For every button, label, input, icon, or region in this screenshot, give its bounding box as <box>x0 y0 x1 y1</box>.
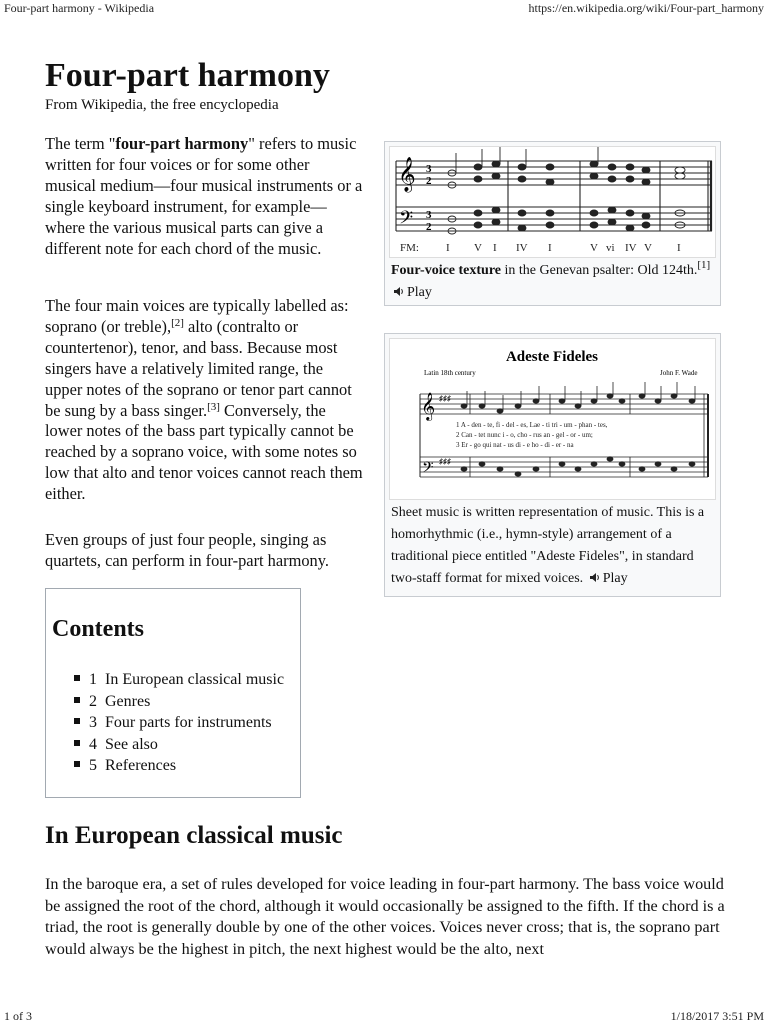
chord-label: V <box>644 242 652 254</box>
chord-label: IV <box>625 242 637 254</box>
p2-part-b: alto (contralto or countertenor), tenor, and bass. Because most singers have a relatively limited range, the upper notes of the soprano or tenor part cannot be sung by a bass singer. <box>45 316 352 420</box>
square-bullet-icon <box>74 740 80 746</box>
toc-item[interactable] <box>74 755 284 777</box>
toc-item-number: 1 <box>89 671 97 688</box>
figure2-caption <box>391 502 716 590</box>
treble-time-signature-icon: 3 <box>426 163 432 175</box>
lyric-line: 2 Can - tet nunc i - o, cho - rus an - gel - or - um; <box>456 431 593 439</box>
reference-link-2[interactable]: [2] <box>171 316 184 329</box>
toc-item-label[interactable]: See also <box>105 735 158 753</box>
lyric-line: 1 A - den - te, fi - del - es, Lae - ti tri - um - phan - tes, <box>456 421 608 429</box>
chord-label: V <box>474 242 482 254</box>
square-bullet-icon <box>74 718 80 724</box>
score-right-credit: John F. Wade <box>660 369 698 377</box>
adeste-fideles-score-image[interactable] <box>389 338 716 500</box>
reference-link-3[interactable]: [3] <box>207 400 220 413</box>
square-bullet-icon <box>74 697 80 703</box>
speaker-icon[interactable] <box>393 286 405 297</box>
reference-link-1[interactable]: [1] <box>697 259 711 271</box>
lyrics-lines <box>456 421 608 449</box>
toc-list <box>74 669 284 777</box>
section-heading: In European classical music <box>45 822 343 849</box>
voices-paragraph <box>45 296 363 505</box>
toc-item[interactable] <box>74 669 284 691</box>
caption-text: in the Genevan psalter: Old 124th. <box>501 263 698 278</box>
toc-item[interactable] <box>74 712 284 734</box>
quartet-paragraph <box>45 530 363 572</box>
print-footer-page-count: 1 of 3 <box>4 1009 32 1023</box>
bass-time-signature-lower-icon: 2 <box>426 221 432 233</box>
score-title: Adeste Fideles <box>505 349 599 365</box>
four-voice-score-svg <box>390 147 715 257</box>
chord-label: I <box>548 242 552 254</box>
score-notes <box>448 147 685 234</box>
four-voice-score-image[interactable] <box>389 146 716 258</box>
bass-clef-icon: 𝄢 <box>422 459 434 479</box>
toc-item-label[interactable]: Genres <box>105 692 151 710</box>
p1-before: The term " <box>45 134 116 153</box>
play-link[interactable]: Play <box>407 285 432 300</box>
barlines <box>396 161 711 231</box>
intro-paragraph <box>45 134 363 259</box>
toc-item-number: 3 <box>89 714 97 732</box>
adeste-fideles-svg <box>390 339 715 499</box>
treble-time-signature-lower-icon: 2 <box>426 175 432 187</box>
caption-bold-term: Four-voice texture <box>391 263 502 278</box>
toc-item-number: 2 <box>89 692 97 710</box>
chord-label: FM: <box>400 242 419 254</box>
figure-adeste-fideles <box>384 333 721 597</box>
key-signature-sharps-icon: ♯♯♯ <box>439 394 451 403</box>
figure-four-voice-texture <box>384 141 721 306</box>
p1-bold-term: four-part harmony <box>115 134 249 153</box>
toc-item-number: 5 <box>89 757 97 775</box>
p2-part-c: Conversely, the lower notes of the bass part typically cannot be reached by a soprano voice, with some notes so low that alto and tenor voices cannot reach them either. <box>45 400 363 504</box>
square-bullet-icon <box>74 675 80 681</box>
print-header-url: https://en.wikipedia.org/wiki/Four-part_harmony <box>528 1 764 15</box>
toc-item-label[interactable]: Four parts for instruments <box>105 714 272 732</box>
toc-item-number: 4 <box>89 735 97 753</box>
toc-item[interactable] <box>74 691 284 713</box>
treble-clef-icon: 𝄞 <box>398 158 416 191</box>
print-header-title: Four-part harmony - Wikipedia <box>4 1 155 15</box>
toc-item-label[interactable]: References <box>105 757 177 775</box>
p1-after: " refers to music written for four voices or for some other musical medium—four musical instruments or a single keyboard instrument, for example—where the various musical parts can give a different note for each chord of the music. <box>45 134 363 258</box>
page-tagline: From Wikipedia, the free encyclopedia <box>45 97 279 113</box>
p3-text: Even groups of just four people, singing as quartets, can perform in four-part harmony. <box>45 530 329 570</box>
toc-item[interactable] <box>74 734 284 756</box>
lyric-line: 3 Er - go qui nat - us di - e ho - di - er - na <box>456 441 574 449</box>
table-of-contents <box>45 588 301 798</box>
treble-clef-icon: 𝄞 <box>421 394 436 420</box>
key-signature-sharps-lower-icon: ♯♯♯ <box>439 457 451 466</box>
chord-labels <box>400 242 681 254</box>
play-link[interactable]: Play <box>602 571 628 586</box>
chord-label: IV <box>516 242 528 254</box>
chord-label: vi <box>606 242 615 254</box>
chord-label: I <box>677 242 681 254</box>
chord-label: V <box>590 242 598 254</box>
page-title: Four-part harmony <box>45 57 330 94</box>
p2-part-a: The four main voices are typically labelled as: soprano (or treble), <box>45 296 349 336</box>
speaker-icon[interactable] <box>589 572 601 583</box>
chord-label: I <box>493 242 497 254</box>
print-footer-date: 1/18/2017 3:51 PM <box>670 1009 764 1023</box>
square-bullet-icon <box>74 761 80 767</box>
bass-time-signature-icon: 3 <box>426 209 432 221</box>
toc-item-label[interactable]: In European classical music <box>105 671 285 688</box>
section-paragraph: In the baroque era, a set of rules developed for voice leading in four-part harmony. The bass voice would be assigned the root of the chord, although it would occasionally be assigned to the fifth. If the chord is a triad, the root is generally double by one of the other voices. Voices never cross; that is, the soprano part would always be the highest in pitch, the next highest would be the alto, next <box>45 875 725 958</box>
caption-text: Sheet music is written representation of music. This is a homorhythmic (i.e., hymn-style) arrangement of a traditional piece entitled "Adeste Fideles", in standard two-staff format for mixed voices. <box>391 505 705 586</box>
toc-title: Contents <box>52 616 145 642</box>
chord-label: I <box>446 242 450 254</box>
score-left-credit: Latin 18th century <box>424 369 476 377</box>
bass-clef-icon: 𝄢 <box>399 207 414 232</box>
figure1-caption <box>391 260 716 304</box>
bass-staff <box>396 207 712 231</box>
